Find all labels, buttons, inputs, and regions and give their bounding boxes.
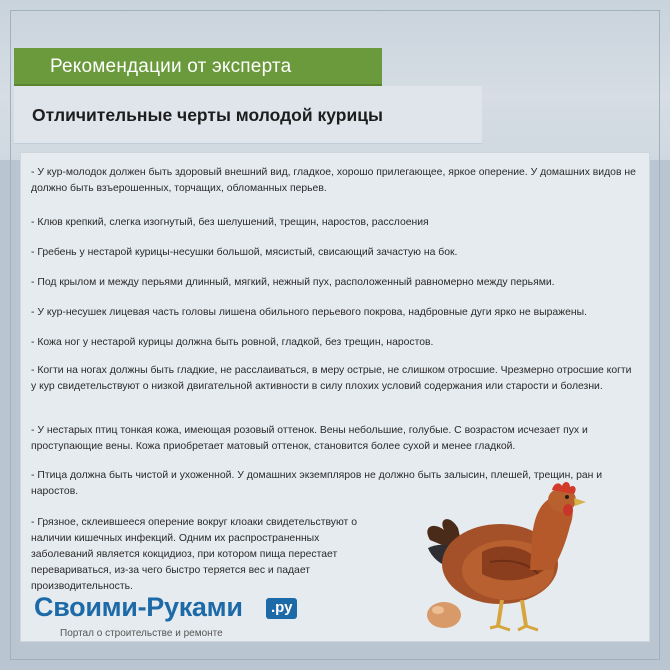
list-item: - Клюв крепкий, слегка изогнутый, без шелушений, трещин, наростов, расслоения — [31, 217, 429, 228]
header-title: Рекомендации от эксперта — [50, 56, 292, 77]
brand-name: Своими-Руками — [34, 592, 243, 622]
header-banner — [14, 48, 382, 86]
list-item: - Когти на ногах должны быть гладкие, не расслаиваться, в меру острые, не слишком отросшие. Чрезмерно отросшие когти у кур свидетельствуют о низкой двигательной активности в силу плохих условий содержания или старости и болезни. — [31, 365, 632, 392]
brand-tld-badge: .ру — [266, 598, 297, 619]
list-item: - Под крылом и между перьями длинный, мягкий, нежный пух, расположенный равномерно между перьями. — [31, 277, 555, 288]
list-item: - Гребень у нестарой курицы-несушки большой, мясистый, свисающий зачастую на бок. — [31, 247, 458, 258]
subtitle-title: Отличительные черты молодой курицы — [32, 105, 383, 125]
brand-tagline: Портал о строительстве и ремонте — [60, 628, 223, 639]
list-item: - Птица должна быть чистой и ухоженной. У домашних экземпляров не должно быть залысин, плешей, трещин, ран и наростов. — [31, 470, 603, 497]
egg-image — [424, 598, 464, 630]
list-item: - Грязное, склеившееся оперение вокруг клоаки свидетельствуют о наличии кишечных инфекций. Одним их распространенных заболеваний является кокцидиоз, при котором пища перестает перевариваться, из-за чего быстро теряется вес и падает производительность. — [31, 517, 357, 592]
list-item: - Кожа ног у нестарой курицы должна быть ровной, гладкой, без трещин, наростов. — [31, 337, 434, 348]
list-item: - У кур-несушек лицевая часть головы лишена обильного перьевого покрова, надбровные дуги ярко не выражены. — [31, 307, 587, 318]
subtitle-banner — [14, 86, 482, 144]
list-item: - У кур-молодок должен быть здоровый внешний вид, гладкое, хорошо прилегающее, яркое оперение. У домашних видов не должно быть взъерошенных, торчащих, обломанных перьев. — [31, 167, 636, 194]
list-item: - У нестарых птиц тонкая кожа, имеющая розовый оттенок. Вены небольшие, голубые. С возрастом исчезает пух и проступающие вены. Кожа приобретает матовый оттенок, становится более сухой и менее гладкой. — [31, 425, 588, 452]
